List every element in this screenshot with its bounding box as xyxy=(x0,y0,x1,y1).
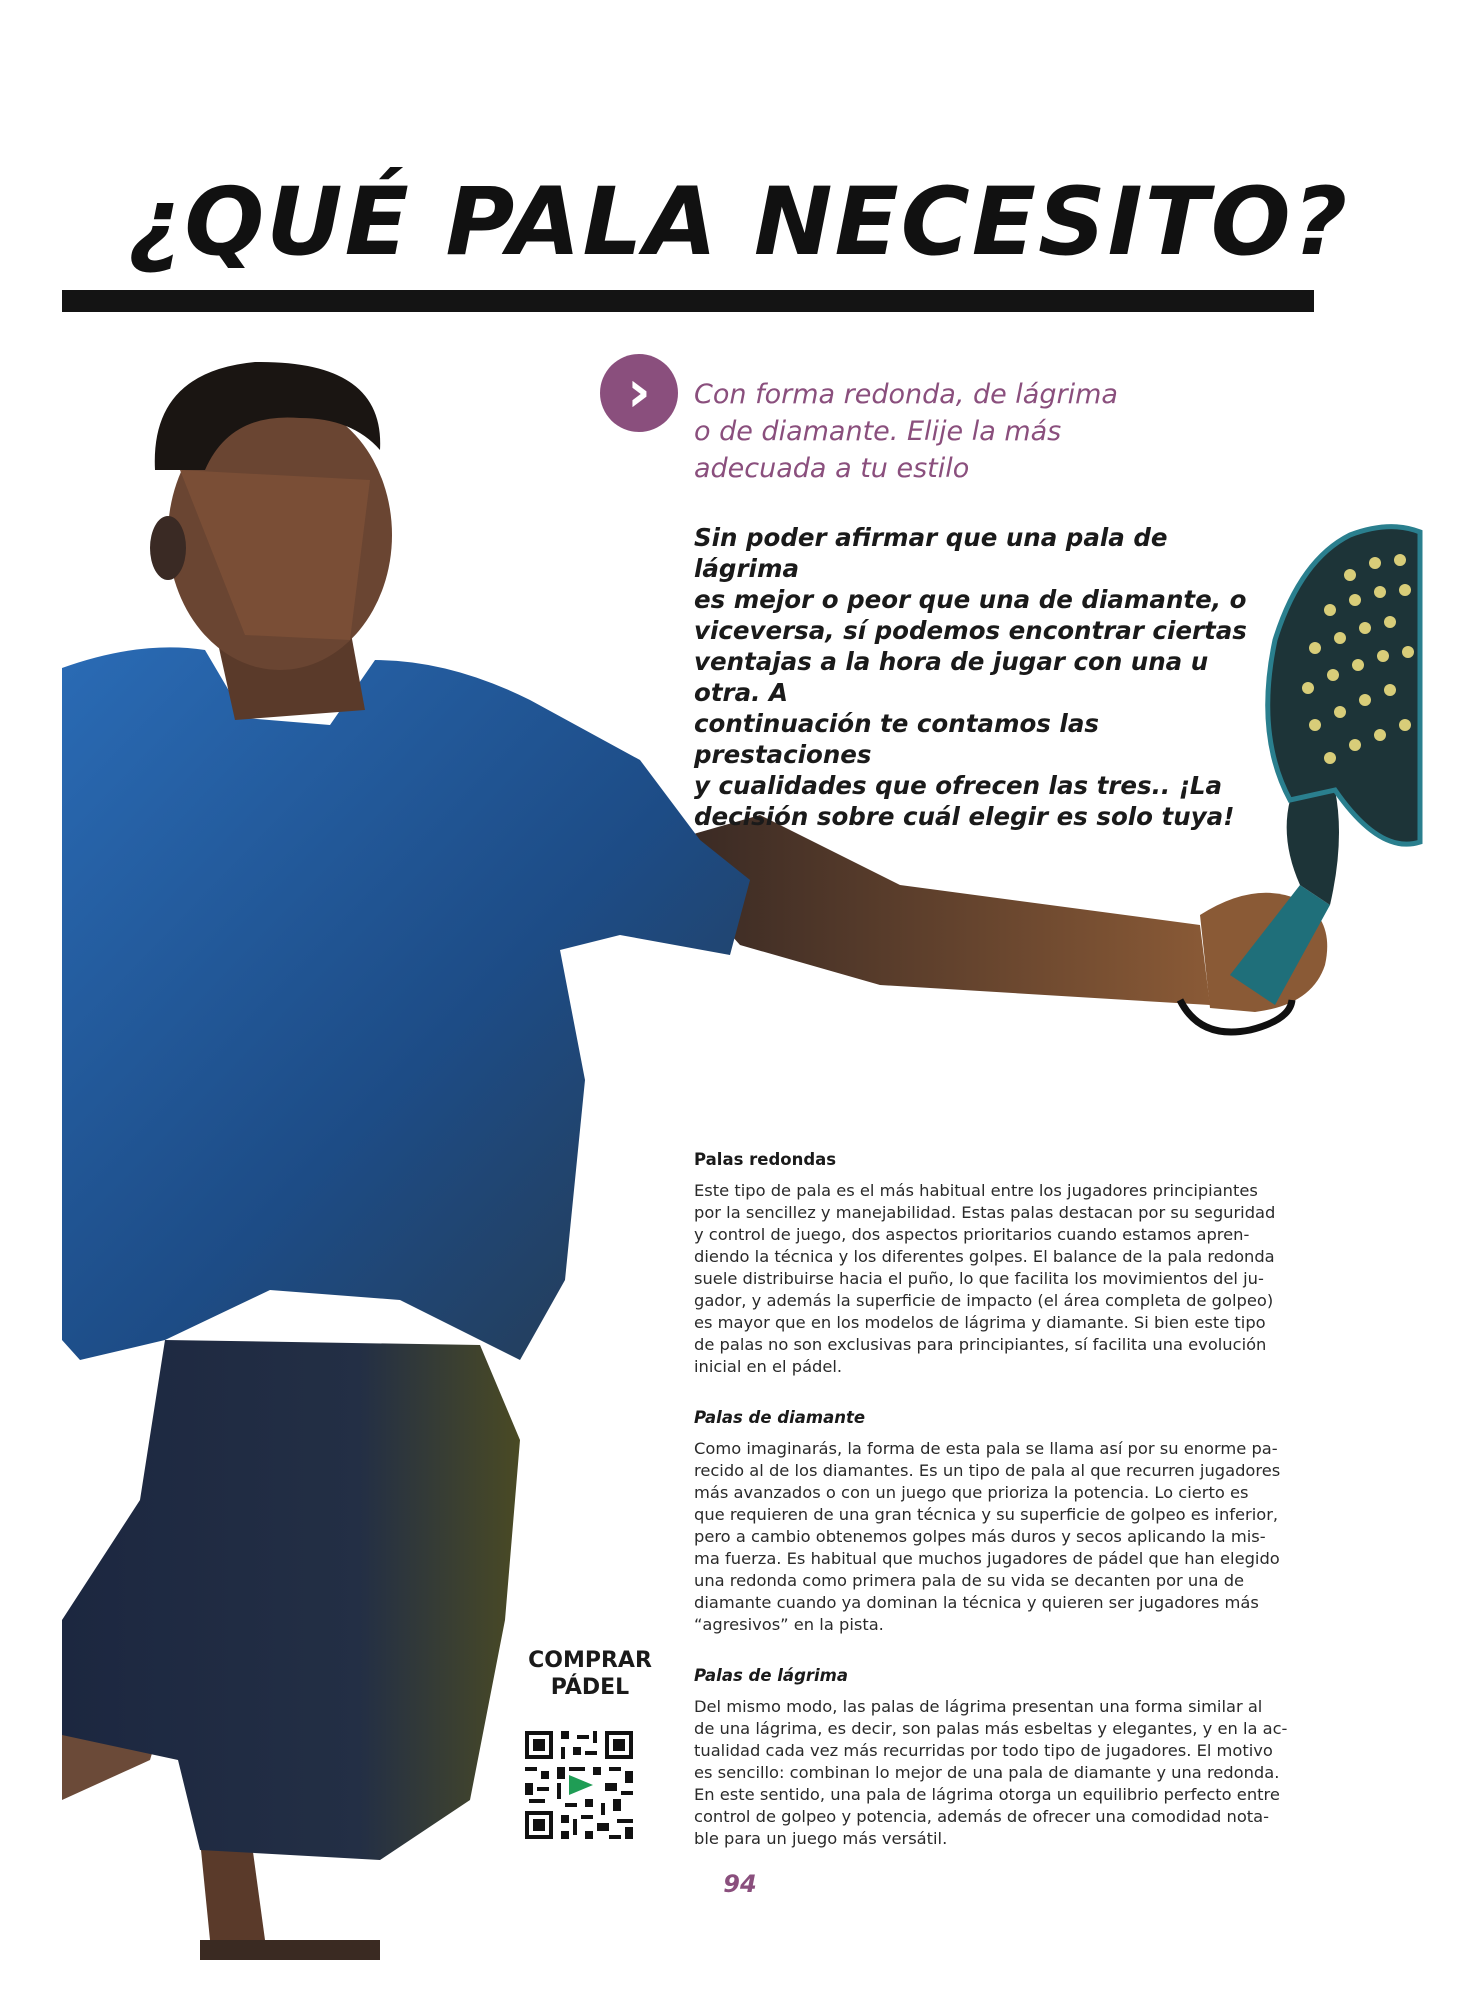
section-palas-diamante xyxy=(694,1408,1334,1636)
section-heading: Palas de diamante xyxy=(694,1408,866,1427)
section-body: Como imaginarás, la forma de esta pala se llama así por su enorme pa- recido al de los diamantes. Es un tipo de pala al que recurren jugadores más avanzados o con un juego que prioriza la potencia. Lo cierto es que requieren de una gran técnica y su superficie de golpeo es inferior, pero a cambio obtenemos golpes más duros y secos aplicando la mis- ma fuerza. Es habitual que muchos jugadores de pádel que han elegido una redonda como primera pala de su vida se decanten por una de diamante cuando ya dominan la técnica y quieren ser jugadores más “agresivos” en la pista. xyxy=(694,1439,1281,1634)
chevron-right-icon: › xyxy=(600,354,678,432)
page-number: 94 xyxy=(723,1870,757,1898)
section-heading: Palas de lágrima xyxy=(694,1666,848,1685)
section-palas-redondas xyxy=(694,1150,1334,1378)
section-body: Del mismo modo, las palas de lágrima presentan una forma similar al de una lágrima, es decir, son palas más esbeltas y elegantes, y en la ac- tualidad cada vez más recurridas por todo tipo de jugadores. El motivo es sencillo: combinan lo mejor de una pala de diamante y una redonda. En este sentido, una pala de lágrima otorga un equilibrio perfecto entre control de golpeo y potencia, además de ofrecer una comodidad nota- ble para un juego más versátil. xyxy=(694,1697,1288,1848)
intro-paragraph: Sin poder afirmar que una pala de lágrima es mejor o peor que una de diamante, o viceversa, sí podemos encontrar ciertas ventajas a la hora de jugar con una u otra. A continuación te contamos las prestaciones y cualidades que ofrecen las tres.. ¡La decisión sobre cuál elegir es solo tuya! xyxy=(694,523,1247,831)
section-body: Este tipo de pala es el más habitual entre los jugadores principiantes por la sencillez y manejabilidad. Estas palas destacan por su seguridad y control de juego, dos aspectos prioritarios cuando estamos apren- diendo la técnica y los diferentes golpes. El balance de la pala redonda suele distribuirse hacia el puño, lo que facilita los movimientos del ju- gador, y además la superficie de impacto (el área completa de golpeo) es mayor que en los modelos de lágrima y diamante. Si bien este tipo de palas no son exclusivas para principiantes, sí facilita una evolución inicial en el pádel. xyxy=(694,1181,1276,1376)
title-underline xyxy=(62,290,1314,312)
section-heading: Palas redondas xyxy=(694,1150,837,1169)
buy-padel-label: COMPRAR PÁDEL xyxy=(528,1648,652,1700)
qr-code-icon[interactable] xyxy=(521,1727,637,1843)
lede-text: Con forma redonda, de lágrima o de diamante. Elije la más adecuada a tu estilo xyxy=(694,379,1118,484)
section-palas-lagrima xyxy=(694,1666,1334,1850)
page-title: ¿QUÉ PALA NECESITO? xyxy=(127,168,1350,277)
